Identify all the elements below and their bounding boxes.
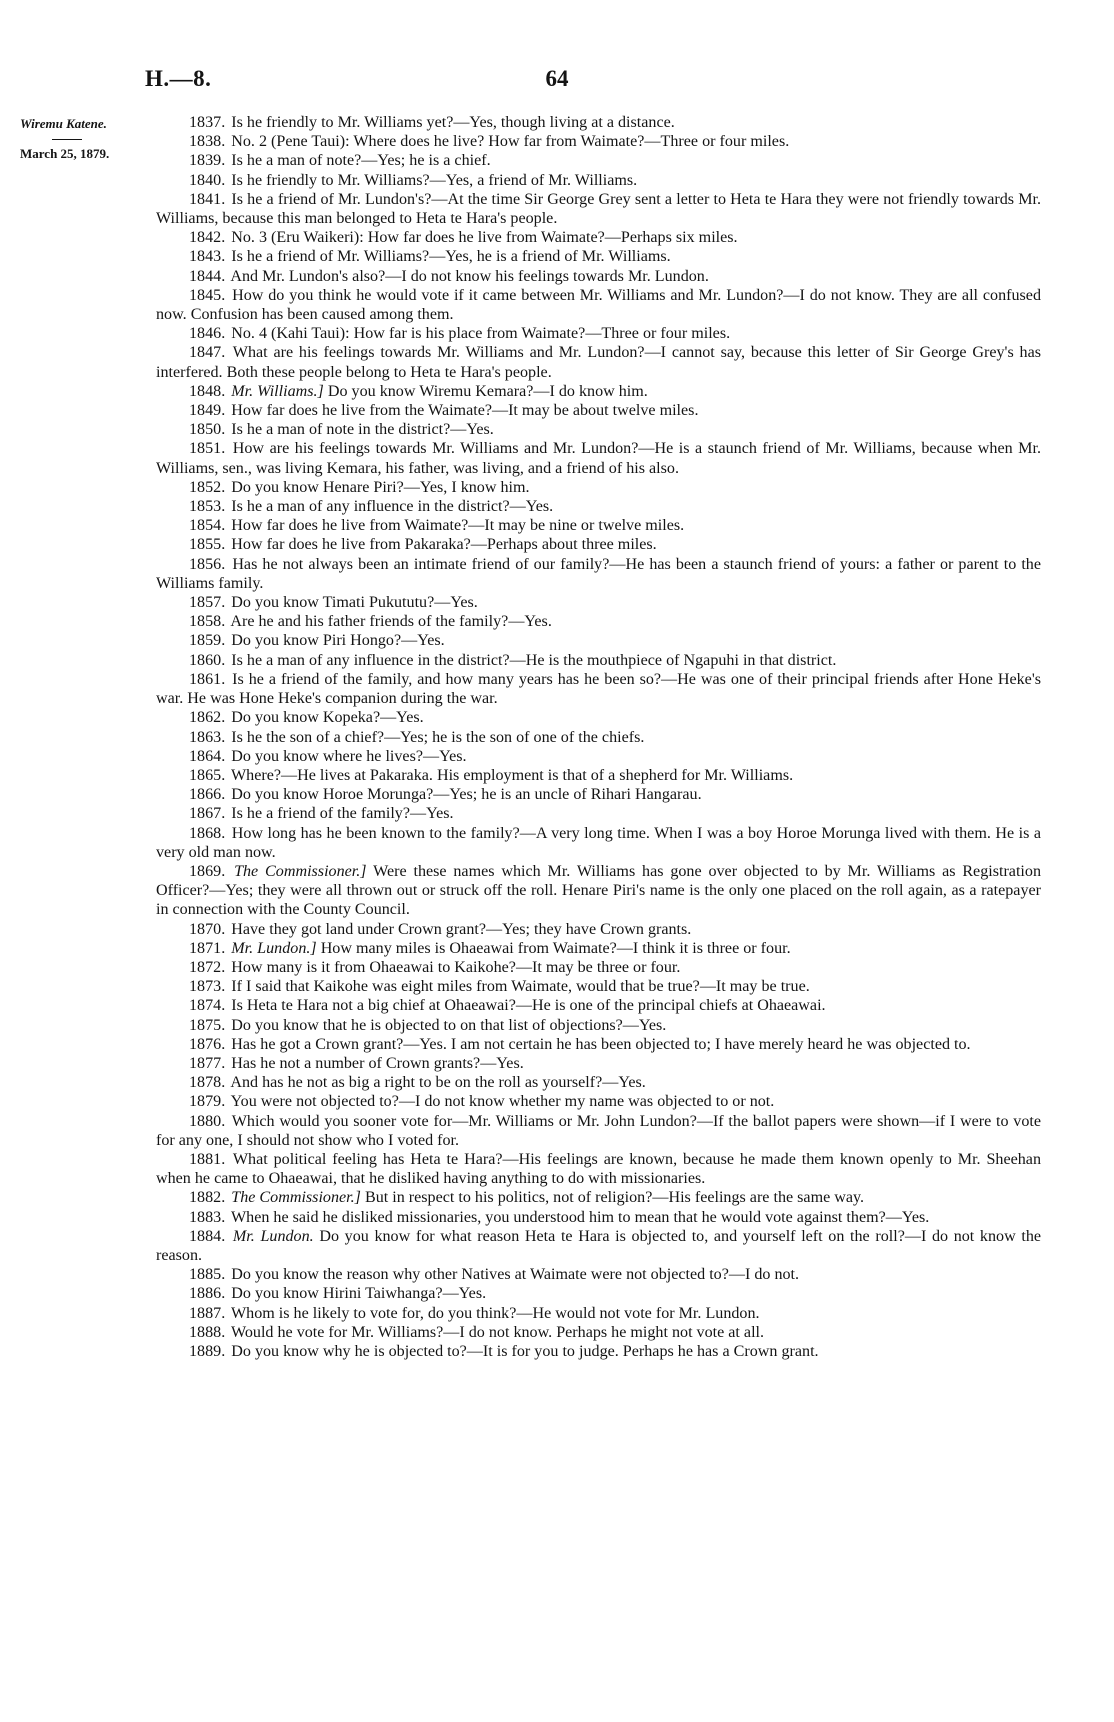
question-number: 1863. (189, 728, 226, 746)
testimony-paragraph (156, 996, 1041, 1015)
question-number: 1888. (189, 1323, 226, 1341)
question-number: 1840. (189, 171, 226, 189)
question-answer-text: And Mr. Lundon's also?—I do not know his feelings towards Mr. Lundon. (230, 267, 709, 285)
testimony-paragraph (156, 1323, 1041, 1342)
document-reference: H.—8. (145, 66, 212, 91)
question-answer-text: Has he got a Crown grant?—Yes. I am not certain he has been objected to; I have merely heard he was objected to. (231, 1035, 971, 1053)
speaker-label: The Commissioner.] (234, 862, 367, 880)
testimony-paragraph (156, 593, 1041, 612)
question-number: 1851. (189, 440, 226, 458)
question-number: 1886. (189, 1285, 226, 1303)
question-answer-text: When he said he disliked missionaries, you understood him to mean that he would vote against them?—Yes. (230, 1208, 930, 1226)
testimony-paragraph (156, 1112, 1041, 1150)
question-number: 1876. (189, 1035, 226, 1053)
question-number: 1887. (189, 1304, 226, 1322)
testimony-paragraph (156, 939, 1041, 958)
question-number: 1849. (189, 402, 226, 420)
question-number: 1842. (189, 229, 226, 247)
question-number: 1880. (189, 1112, 226, 1130)
question-answer-text: But in respect to his politics, not of religion?—His feelings are the same way. (364, 1189, 865, 1207)
testimony-paragraph (156, 324, 1041, 343)
testimony-paragraph (156, 977, 1041, 996)
question-answer-text: How long has he been known to the family?—A very long time. When I was a boy Horoe Morunga lived with them. He is a very old man now. (156, 824, 1041, 861)
question-answer-text: Do you know for what reason Heta te Hara is objected to, and yourself left on the roll?—I do not know the reason. (156, 1227, 1042, 1264)
question-number: 1843. (189, 248, 226, 266)
testimony-paragraph (156, 439, 1041, 477)
speaker-label: The Commissioner.] (231, 1189, 361, 1207)
question-answer-text: Is he a man of note?—Yes; he is a chief. (231, 152, 491, 170)
question-answer-text: How many is it from Ohaeawai to Kaikohe?—It may be three or four. (231, 958, 681, 976)
question-answer-text: What are his feelings towards Mr. Williams and Mr. Lundon?—I cannot say, because this letter of Sir George Grey's has interfered. Both these people belong to Heta te Hara's people. (156, 344, 1041, 381)
question-answer-text: If I said that Kaikohe was eight miles from Waimate, would that be true?—It may be true. (231, 978, 810, 996)
question-number: 1853. (189, 498, 226, 516)
question-number: 1883. (189, 1208, 226, 1226)
testimony-paragraph (156, 516, 1041, 535)
question-number: 1875. (189, 1016, 226, 1034)
question-number: 1885. (189, 1266, 226, 1284)
testimony-paragraph (156, 1227, 1041, 1265)
question-answer-text: How far does he live from Waimate?—It may be nine or twelve miles. (231, 517, 685, 535)
question-number: 1865. (189, 766, 226, 784)
question-answer-text: How many miles is Ohaeawai from Waimate?—I think it is three or four. (320, 939, 791, 957)
testimony-paragraph (156, 1016, 1041, 1035)
testimony-paragraph (156, 478, 1041, 497)
testimony-paragraph (156, 1035, 1041, 1054)
testimony-paragraph (156, 1054, 1041, 1073)
question-number: 1859. (189, 632, 226, 650)
witness-date: March 25, 1879. (20, 146, 110, 161)
question-number: 1889. (189, 1343, 226, 1360)
question-number: 1858. (189, 613, 226, 631)
question-answer-text: Is he the son of a chief?—Yes; he is the son of one of the chiefs. (231, 728, 645, 746)
question-number: 1847. (189, 344, 226, 362)
testimony-paragraph (156, 1150, 1041, 1188)
question-answer-text: No. 2 (Pene Taui): Where does he live? How far from Waimate?—Three or four miles. (231, 133, 790, 151)
question-answer-text: Do you know Horoe Morunga?—Yes; he is an uncle of Rihari Hangarau. (231, 786, 702, 804)
speaker-label: Mr. Lundon.] (231, 939, 317, 957)
question-number: 1867. (189, 805, 226, 823)
testimony-paragraph (156, 497, 1041, 516)
question-answer-text: Do you know Piri Hongo?—Yes. (231, 632, 445, 650)
question-answer-text: Whom is he likely to vote for, do you think?—He would not vote for Mr. Lundon. (230, 1304, 760, 1322)
question-answer-text: How are his feelings towards Mr. Williams and Mr. Lundon?—He is a staunch friend of Mr. Williams, because when Mr. Williams, sen., was living Kemara, his father, was living, and a friend of his also. (156, 440, 1041, 477)
question-answer-text: Is he a friend of Mr. Lundon's?—At the time Sir George Grey sent a letter to Heta te Hara they were not friendly towards Mr. Williams, because this man belonged to Heta te Hara's people. (156, 190, 1041, 228)
testimony-paragraph (156, 862, 1041, 920)
question-answer-text: Has he not always been an intimate friend of our family?—He has been a staunch friend of yours: a father or parent to the Williams family. (156, 555, 1041, 592)
question-number: 1879. (189, 1093, 226, 1111)
testimony-paragraph (156, 1208, 1041, 1227)
question-number: 1860. (189, 651, 226, 669)
question-number: 1874. (189, 997, 226, 1015)
question-answer-text: Which would you sooner vote for—Mr. Williams or Mr. John Lundon?—If the ballot papers were shown—if I were to vote for any one, I should not show who I voted for. (156, 1112, 1041, 1149)
testimony-paragraph (156, 343, 1041, 381)
question-number: 1838. (189, 133, 226, 151)
question-number: 1837. (189, 114, 226, 131)
question-answer-text: Do you know Wiremu Kemara?—I do know him. (327, 382, 648, 400)
testimony-paragraph (156, 651, 1041, 670)
testimony-paragraph (156, 1092, 1041, 1111)
question-answer-text: Is he a friend of the family, and how many years has he been so?—He was one of their principal friends after Hone Heke's war. He was Hone Heke's companion during the war. (156, 670, 1041, 708)
speaker-label: Mr. Lundon. (232, 1227, 314, 1245)
testimony-paragraph (156, 1188, 1041, 1207)
question-answer-text: Has he not a number of Crown grants?—Yes. (231, 1054, 524, 1072)
testimony-paragraph (156, 728, 1041, 747)
question-number: 1861. (189, 670, 226, 688)
question-number: 1850. (189, 421, 226, 439)
witness-name: Wiremu Katene. (20, 116, 107, 131)
question-answer-text: Do you know Henare Piri?—Yes, I know him. (231, 478, 530, 496)
testimony-paragraph (156, 708, 1041, 727)
testimony-paragraph (156, 247, 1041, 266)
testimony-paragraph (156, 612, 1041, 631)
testimony-paragraph (156, 1265, 1041, 1284)
testimony-paragraph (156, 958, 1041, 977)
question-number: 1862. (189, 709, 226, 727)
testimony-paragraph (156, 804, 1041, 823)
question-number: 1857. (189, 594, 226, 612)
testimony-paragraph (156, 824, 1041, 862)
question-answer-text: You were not objected to?—I do not know whether my name was objected to or not. (230, 1093, 775, 1111)
question-number: 1869. (189, 862, 226, 880)
question-number: 1856. (189, 555, 226, 573)
testimony-paragraph (156, 920, 1041, 939)
question-answer-text: How far does he live from Pakaraka?—Perhaps about three miles. (231, 536, 657, 554)
question-answer-text: Are he and his father friends of the family?—Yes. (230, 613, 552, 631)
testimony-paragraph (156, 670, 1041, 708)
question-answer-text: Is he a man of note in the district?—Yes. (231, 421, 494, 439)
testimony-paragraph (156, 267, 1041, 286)
testimony-paragraph (156, 171, 1041, 190)
testimony-paragraph (156, 766, 1041, 785)
question-answer-text: What political feeling has Heta te Hara?—His feelings are known, because he made them known openly to Mr. Sheehan when he came to Ohaeawai, that he disliked having anything to do with missionaries. (156, 1150, 1041, 1188)
margin-divider (52, 139, 82, 140)
question-number: 1877. (189, 1054, 226, 1072)
question-number: 1870. (189, 920, 226, 938)
question-answer-text: Do you know the reason why other Natives at Waimate were not objected to?—I do not. (231, 1266, 800, 1284)
question-number: 1878. (189, 1074, 226, 1092)
question-answer-text: How do you think he would vote if it came between Mr. Williams and Mr. Lundon?—I do not know. They are all confused now. Confusion has been caused among them. (156, 286, 1041, 324)
question-number: 1864. (189, 747, 226, 765)
question-number: 1855. (189, 536, 226, 554)
question-number: 1839. (189, 152, 226, 170)
question-number: 1844. (189, 267, 226, 285)
question-number: 1845. (189, 286, 226, 304)
speaker-label: Mr. Williams.] (231, 382, 324, 400)
testimony-paragraph (156, 747, 1041, 766)
question-number: 1854. (189, 517, 226, 535)
question-answer-text: Were these names which Mr. Williams has gone over objected to by Mr. Williams as Registration Officer?—Yes; they were all thrown out or struck off the roll. Henare Piri's name is the only one placed on the roll again, as a ratepayer in connection with the County Council. (156, 862, 1041, 919)
testimony-paragraph (156, 1304, 1041, 1323)
testimony-paragraph (156, 535, 1041, 554)
testimony-paragraph (156, 1284, 1041, 1303)
question-answer-text: Is he a friend of the family?—Yes. (231, 805, 454, 823)
question-number: 1848. (189, 382, 226, 400)
question-answer-text: Do you know Kopeka?—Yes. (231, 709, 424, 727)
page-number: 64 (545, 66, 569, 91)
question-answer-text: Is he friendly to Mr. Williams yet?—Yes, though living at a distance. (231, 114, 675, 131)
question-answer-text: Do you know that he is objected to on that list of objections?—Yes. (231, 1016, 667, 1034)
testimony-paragraph (156, 228, 1041, 247)
testimony-paragraph (156, 401, 1041, 420)
testimony-paragraph (156, 190, 1041, 228)
question-answer-text: Do you know Hirini Taiwhanga?—Yes. (231, 1285, 487, 1303)
question-answer-text: No. 4 (Kahi Taui): How far is his place from Waimate?—Three or four miles. (231, 325, 731, 343)
testimony-paragraph (156, 151, 1041, 170)
testimony-paragraph (156, 785, 1041, 804)
question-answer-text: Do you know where he lives?—Yes. (231, 747, 467, 765)
question-number: 1868. (189, 824, 226, 842)
testimony-paragraph (156, 420, 1041, 439)
question-answer-text: Is he a man of any influence in the district?—He is the mouthpiece of Ngapuhi in that district. (231, 651, 837, 669)
margin-note (20, 115, 150, 162)
question-answer-text: And has he not as big a right to be on the roll as yourself?—Yes. (230, 1074, 646, 1092)
question-answer-text: Is Heta te Hara not a big chief at Ohaeawai?—He is one of the principal chiefs at Ohaeawai. (231, 997, 826, 1015)
question-number: 1841. (189, 190, 226, 208)
question-answer-text: Have they got land under Crown grant?—Yes; they have Crown grants. (231, 920, 692, 938)
testimony-paragraph (156, 286, 1041, 324)
question-number: 1873. (189, 978, 226, 996)
question-answer-text: Do you know why he is objected to?—It is for you to judge. Perhaps he has a Crown grant. (231, 1343, 819, 1360)
question-number: 1852. (189, 478, 226, 496)
question-answer-text: Is he a friend of Mr. Williams?—Yes, he is a friend of Mr. Williams. (231, 248, 671, 266)
testimony-paragraph (156, 631, 1041, 650)
question-number: 1882. (189, 1189, 226, 1207)
testimony-paragraph (156, 1073, 1041, 1092)
question-number: 1871. (189, 939, 226, 957)
testimony-paragraph (156, 382, 1041, 401)
question-answer-text: Where?—He lives at Pakaraka. His employment is that of a shepherd for Mr. Williams. (230, 766, 794, 784)
question-answer-text: Do you know Timati Pukututu?—Yes. (231, 594, 478, 612)
question-answer-text: How far does he live from the Waimate?—It may be about twelve miles. (231, 402, 699, 420)
question-answer-text: No. 3 (Eru Waikeri): How far does he live from Waimate?—Perhaps six miles. (231, 229, 738, 247)
testimony-paragraph (156, 132, 1041, 151)
question-number: 1866. (189, 786, 226, 804)
testimony-paragraph (156, 113, 1041, 132)
question-number: 1872. (189, 958, 226, 976)
question-answer-text: Would he vote for Mr. Williams?—I do not know. Perhaps he might not vote at all. (230, 1323, 765, 1341)
question-number: 1881. (189, 1150, 226, 1168)
question-answer-text: Is he friendly to Mr. Williams?—Yes, a friend of Mr. Williams. (231, 171, 638, 189)
question-answer-text: Is he a man of any influence in the district?—Yes. (231, 498, 554, 516)
question-number: 1884. (189, 1227, 226, 1245)
testimony-body (156, 113, 1041, 1361)
question-number: 1846. (189, 325, 226, 343)
testimony-paragraph (156, 1342, 1041, 1361)
testimony-paragraph (156, 555, 1041, 593)
